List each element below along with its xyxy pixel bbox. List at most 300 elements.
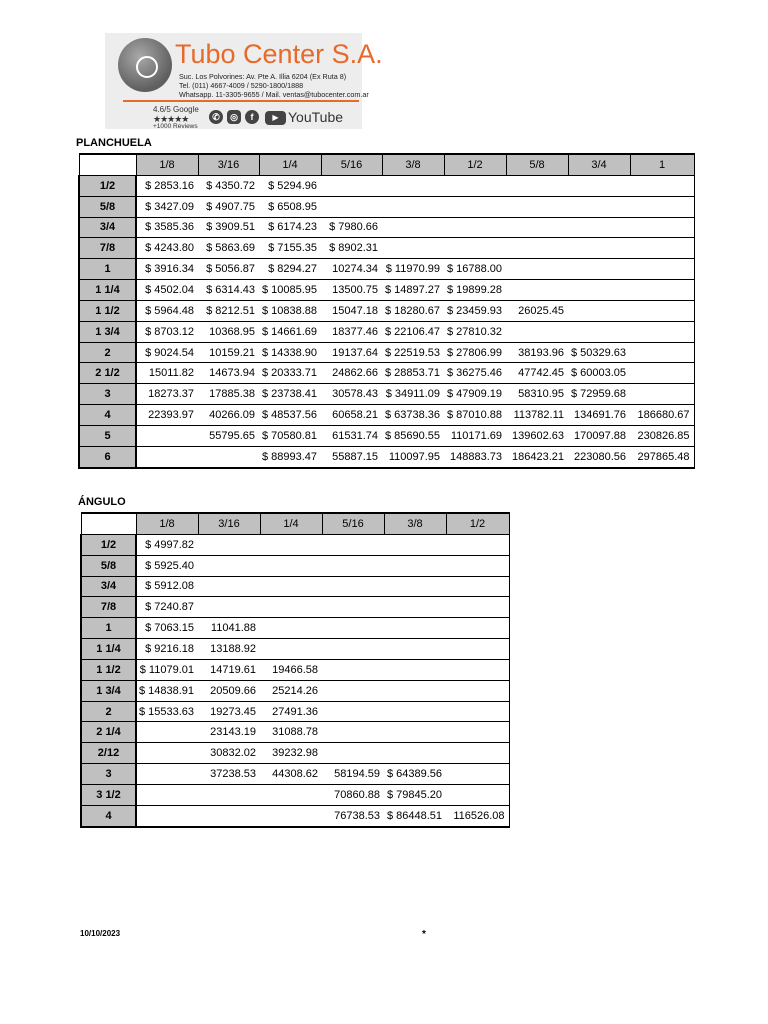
price-cell: $ 15533.63 xyxy=(136,701,198,722)
table-corner-cell xyxy=(79,154,136,175)
table-row xyxy=(81,618,509,639)
price-cell: $ 3909.51 xyxy=(198,217,259,238)
row-header: 2 1/2 xyxy=(79,363,136,384)
price-cell: $ 2853.16 xyxy=(136,175,198,196)
price-cell: 18377.46 xyxy=(321,321,382,342)
row-header: 1 3/4 xyxy=(79,321,136,342)
price-cell: 37238.53 xyxy=(198,764,260,785)
review-count: +1000 Reviews xyxy=(153,123,198,130)
row-header: 1 1/2 xyxy=(81,659,136,680)
price-cell: $ 8703.12 xyxy=(136,321,198,342)
column-header: 1/2 xyxy=(446,513,509,534)
contact-text: Whatsapp. 11-3305-9655 / Mail. ventas@tubocenter.com.ar xyxy=(179,90,369,99)
price-cell: 13188.92 xyxy=(198,639,260,660)
price-cell xyxy=(198,555,260,576)
table-row xyxy=(81,555,509,576)
price-cell xyxy=(322,534,384,555)
table-row xyxy=(79,446,694,467)
price-cell: 110171.69 xyxy=(444,425,506,446)
price-cell: $ 11970.99 xyxy=(382,259,444,280)
price-cell xyxy=(322,597,384,618)
price-cell: $ 6314.43 xyxy=(198,280,259,301)
price-cell xyxy=(198,576,260,597)
table-row xyxy=(79,196,694,217)
price-cell xyxy=(630,175,694,196)
price-cell xyxy=(568,196,630,217)
price-cell: $ 8212.51 xyxy=(198,300,259,321)
price-cell xyxy=(630,363,694,384)
price-cell xyxy=(568,300,630,321)
price-cell: $ 6174.23 xyxy=(259,217,321,238)
price-cell: 18273.37 xyxy=(136,384,198,405)
table-row xyxy=(81,743,509,764)
price-cell xyxy=(630,384,694,405)
price-cell: 10274.34 xyxy=(321,259,382,280)
price-cell xyxy=(630,300,694,321)
row-header: 7/8 xyxy=(81,597,136,618)
price-cell: 116526.08 xyxy=(446,805,509,826)
price-cell xyxy=(446,784,509,805)
table-corner-cell xyxy=(81,513,136,534)
price-cell: $ 22519.53 xyxy=(382,342,444,363)
price-cell xyxy=(568,175,630,196)
column-header: 3/8 xyxy=(384,513,446,534)
table-row xyxy=(79,342,694,363)
column-header: 3/16 xyxy=(198,154,259,175)
price-cell: $ 4907.75 xyxy=(198,196,259,217)
table-row xyxy=(81,597,509,618)
price-cell: $ 5863.69 xyxy=(198,238,259,259)
price-cell xyxy=(198,805,260,826)
price-cell xyxy=(382,238,444,259)
price-cell xyxy=(446,659,509,680)
row-header: 1 3/4 xyxy=(81,680,136,701)
table-row xyxy=(81,659,509,680)
price-cell xyxy=(446,576,509,597)
price-cell: $ 3916.34 xyxy=(136,259,198,280)
price-cell xyxy=(384,701,446,722)
row-header: 2 xyxy=(79,342,136,363)
price-cell: 186423.21 xyxy=(506,446,568,467)
price-cell xyxy=(384,743,446,764)
price-cell: $ 5912.08 xyxy=(136,576,198,597)
price-cell xyxy=(446,743,509,764)
table-header-row xyxy=(81,513,509,534)
price-cell xyxy=(260,576,322,597)
price-cell xyxy=(446,534,509,555)
price-cell xyxy=(198,784,260,805)
table-row xyxy=(81,534,509,555)
price-cell: $ 23738.41 xyxy=(259,384,321,405)
price-cell xyxy=(198,534,260,555)
brand-name: Tubo Center S.A. xyxy=(175,39,383,69)
price-cell: $ 7155.35 xyxy=(259,238,321,259)
row-header: 1 1/4 xyxy=(81,639,136,660)
whatsapp-icon: ✆ xyxy=(209,110,223,124)
price-cell: 230826.85 xyxy=(630,425,694,446)
row-header: 1 xyxy=(81,618,136,639)
price-cell: $ 27806.99 xyxy=(444,342,506,363)
column-header: 1/8 xyxy=(136,154,198,175)
price-cell: $ 7980.66 xyxy=(321,217,382,238)
price-cell xyxy=(384,659,446,680)
price-cell xyxy=(382,175,444,196)
price-cell: $ 70580.81 xyxy=(259,425,321,446)
price-cell xyxy=(568,238,630,259)
price-cell: 110097.95 xyxy=(382,446,444,467)
google-rating: 4.6/5 Google xyxy=(153,105,199,114)
price-cell xyxy=(322,639,384,660)
facebook-icon: f xyxy=(245,110,259,124)
table-row xyxy=(81,701,509,722)
price-cell xyxy=(136,743,198,764)
price-cell: 40266.09 xyxy=(198,405,259,426)
price-cell: 30578.43 xyxy=(321,384,382,405)
price-cell: 148883.73 xyxy=(444,446,506,467)
price-cell: 170097.88 xyxy=(568,425,630,446)
price-cell xyxy=(568,259,630,280)
table-row xyxy=(79,384,694,405)
price-cell: $ 7063.15 xyxy=(136,618,198,639)
price-cell: $ 14338.90 xyxy=(259,342,321,363)
price-cell xyxy=(322,659,384,680)
row-header: 6 xyxy=(79,446,136,467)
price-cell: 15047.18 xyxy=(321,300,382,321)
price-cell xyxy=(568,217,630,238)
price-cell xyxy=(322,555,384,576)
price-cell: $ 3585.36 xyxy=(136,217,198,238)
price-cell: $ 87010.88 xyxy=(444,405,506,426)
row-header: 3 1/2 xyxy=(81,784,136,805)
price-cell: 223080.56 xyxy=(568,446,630,467)
price-cell: 17885.38 xyxy=(198,384,259,405)
price-cell xyxy=(506,196,568,217)
price-cell: $ 4243.80 xyxy=(136,238,198,259)
price-cell: $ 18280.67 xyxy=(382,300,444,321)
angulo-price-table xyxy=(80,512,510,828)
planchuela-price-table xyxy=(78,153,695,469)
price-cell: 76738.53 xyxy=(322,805,384,826)
price-cell xyxy=(384,680,446,701)
price-cell xyxy=(630,342,694,363)
price-cell xyxy=(630,259,694,280)
price-cell: 24862.66 xyxy=(321,363,382,384)
price-cell: $ 64389.56 xyxy=(384,764,446,785)
table-row xyxy=(81,764,509,785)
price-cell: $ 9216.18 xyxy=(136,639,198,660)
row-header: 3/4 xyxy=(79,217,136,238)
table-row xyxy=(79,405,694,426)
price-cell: 27491.36 xyxy=(260,701,322,722)
price-cell xyxy=(568,280,630,301)
price-cell xyxy=(136,722,198,743)
table-row xyxy=(79,238,694,259)
price-cell: $ 7240.87 xyxy=(136,597,198,618)
price-cell: 19137.64 xyxy=(321,342,382,363)
price-cell: 297865.48 xyxy=(630,446,694,467)
table-row xyxy=(79,217,694,238)
price-cell: 20509.66 xyxy=(198,680,260,701)
price-cell xyxy=(136,764,198,785)
price-cell: $ 63738.36 xyxy=(382,405,444,426)
price-cell xyxy=(384,639,446,660)
column-header: 1/2 xyxy=(444,154,506,175)
angulo-title: ÁNGULO xyxy=(78,496,126,508)
price-cell xyxy=(321,196,382,217)
price-cell: 22393.97 xyxy=(136,405,198,426)
column-header: 3/4 xyxy=(568,154,630,175)
price-cell xyxy=(506,259,568,280)
price-cell xyxy=(136,784,198,805)
price-cell xyxy=(630,196,694,217)
row-header: 1/2 xyxy=(81,534,136,555)
price-cell: 58310.95 xyxy=(506,384,568,405)
price-cell: 25214.26 xyxy=(260,680,322,701)
price-cell xyxy=(446,764,509,785)
logo-figure-icon xyxy=(136,56,158,78)
price-cell: 13500.75 xyxy=(321,280,382,301)
table-row xyxy=(81,805,509,826)
price-cell: 31088.78 xyxy=(260,722,322,743)
row-header: 7/8 xyxy=(79,238,136,259)
price-cell xyxy=(260,618,322,639)
table-row xyxy=(79,300,694,321)
price-cell: 14719.61 xyxy=(198,659,260,680)
price-cell xyxy=(260,805,322,826)
price-cell xyxy=(260,784,322,805)
column-header: 5/8 xyxy=(506,154,568,175)
price-cell: 47742.45 xyxy=(506,363,568,384)
row-header: 3 xyxy=(79,384,136,405)
price-cell: 26025.45 xyxy=(506,300,568,321)
price-cell: $ 14838.91 xyxy=(136,680,198,701)
price-cell: 134691.76 xyxy=(568,405,630,426)
table-row xyxy=(79,175,694,196)
price-cell xyxy=(630,217,694,238)
price-cell: $ 23459.93 xyxy=(444,300,506,321)
price-cell: 61531.74 xyxy=(321,425,382,446)
price-cell: 14673.94 xyxy=(198,363,259,384)
price-cell: $ 11079.01 xyxy=(136,659,198,680)
row-header: 5 xyxy=(79,425,136,446)
price-cell: $ 9024.54 xyxy=(136,342,198,363)
price-cell xyxy=(382,217,444,238)
price-cell: $ 27810.32 xyxy=(444,321,506,342)
row-header: 2 xyxy=(81,701,136,722)
price-cell xyxy=(384,618,446,639)
table-row xyxy=(81,680,509,701)
price-cell: $ 79845.20 xyxy=(384,784,446,805)
price-cell xyxy=(384,597,446,618)
price-cell: 19466.58 xyxy=(260,659,322,680)
price-cell: $ 4997.82 xyxy=(136,534,198,555)
price-cell xyxy=(506,321,568,342)
price-cell xyxy=(384,722,446,743)
price-cell: $ 6508.95 xyxy=(259,196,321,217)
price-cell: $ 5925.40 xyxy=(136,555,198,576)
column-header: 1/4 xyxy=(259,154,321,175)
price-cell xyxy=(384,555,446,576)
table-row xyxy=(79,425,694,446)
table-header-row xyxy=(79,154,694,175)
table-row xyxy=(81,639,509,660)
price-cell: 38193.96 xyxy=(506,342,568,363)
column-header: 3/8 xyxy=(382,154,444,175)
price-cell xyxy=(446,680,509,701)
price-cell xyxy=(506,175,568,196)
price-cell: $ 19899.28 xyxy=(444,280,506,301)
price-cell: 39232.98 xyxy=(260,743,322,764)
price-cell: 19273.45 xyxy=(198,701,260,722)
price-cell: $ 47909.19 xyxy=(444,384,506,405)
price-cell: 44308.62 xyxy=(260,764,322,785)
brand-divider xyxy=(123,100,359,102)
address-text: Suc. Los Polvorines: Av. Pte A. Illia 6204 (Ex Ruta 8) xyxy=(179,72,347,81)
price-cell xyxy=(322,722,384,743)
price-cell: $ 5056.87 xyxy=(198,259,259,280)
price-cell: 30832.02 xyxy=(198,743,260,764)
table-row xyxy=(81,722,509,743)
price-cell: 58194.59 xyxy=(322,764,384,785)
price-cell xyxy=(136,425,198,446)
price-cell xyxy=(444,196,506,217)
price-cell: 70860.88 xyxy=(322,784,384,805)
price-cell: $ 50329.63 xyxy=(568,342,630,363)
price-cell xyxy=(444,175,506,196)
price-cell: 10368.95 xyxy=(198,321,259,342)
price-cell xyxy=(568,321,630,342)
price-cell: $ 22106.47 xyxy=(382,321,444,342)
column-header: 5/16 xyxy=(321,154,382,175)
price-cell xyxy=(322,618,384,639)
price-cell xyxy=(322,576,384,597)
price-cell: $ 85690.55 xyxy=(382,425,444,446)
planchuela-title: PLANCHUELA xyxy=(76,137,152,149)
price-cell xyxy=(198,597,260,618)
price-cell: $ 4350.72 xyxy=(198,175,259,196)
price-cell: 60658.21 xyxy=(321,405,382,426)
price-cell: 186680.67 xyxy=(630,405,694,426)
price-cell: $ 16788.00 xyxy=(444,259,506,280)
table-row xyxy=(79,280,694,301)
price-cell xyxy=(506,238,568,259)
price-cell xyxy=(382,196,444,217)
price-cell xyxy=(506,217,568,238)
price-cell: $ 3427.09 xyxy=(136,196,198,217)
price-cell xyxy=(321,175,382,196)
price-cell: 55887.15 xyxy=(321,446,382,467)
price-cell xyxy=(384,534,446,555)
price-cell: $ 34911.09 xyxy=(382,384,444,405)
row-header: 4 xyxy=(79,405,136,426)
price-cell: $ 86448.51 xyxy=(384,805,446,826)
price-cell xyxy=(630,238,694,259)
price-cell: 11041.88 xyxy=(198,618,260,639)
document-date: 10/10/2023 xyxy=(80,929,121,938)
price-cell xyxy=(630,321,694,342)
price-cell xyxy=(260,597,322,618)
price-cell: $ 48537.56 xyxy=(259,405,321,426)
price-cell xyxy=(444,238,506,259)
price-cell: $ 4502.04 xyxy=(136,280,198,301)
price-cell xyxy=(260,555,322,576)
price-cell: $ 14897.27 xyxy=(382,280,444,301)
price-cell: 23143.19 xyxy=(198,722,260,743)
column-header: 1/8 xyxy=(136,513,198,534)
price-cell xyxy=(322,680,384,701)
row-header: 1 xyxy=(79,259,136,280)
price-cell xyxy=(506,280,568,301)
column-header: 3/16 xyxy=(198,513,260,534)
price-cell xyxy=(446,555,509,576)
table-row xyxy=(81,784,509,805)
price-cell: 113782.11 xyxy=(506,405,568,426)
price-cell xyxy=(136,805,198,826)
price-cell xyxy=(322,743,384,764)
table-row xyxy=(79,363,694,384)
footer-mark: * xyxy=(422,929,426,940)
company-logo-banner xyxy=(105,33,383,130)
row-header: 1/2 xyxy=(79,175,136,196)
table-row xyxy=(79,259,694,280)
price-cell: $ 72959.68 xyxy=(568,384,630,405)
price-cell: $ 8902.31 xyxy=(321,238,382,259)
price-cell: $ 8294.27 xyxy=(259,259,321,280)
row-header: 1 1/4 xyxy=(79,280,136,301)
price-cell: $ 5294.96 xyxy=(259,175,321,196)
price-cell: 10159.21 xyxy=(198,342,259,363)
price-cell: $ 10085.95 xyxy=(259,280,321,301)
row-header: 2/12 xyxy=(81,743,136,764)
row-header: 3/4 xyxy=(81,576,136,597)
price-cell xyxy=(260,534,322,555)
price-cell xyxy=(630,280,694,301)
column-header: 1 xyxy=(630,154,694,175)
price-cell: $ 88993.47 xyxy=(259,446,321,467)
price-cell: $ 10838.88 xyxy=(259,300,321,321)
youtube-icon: ▶ xyxy=(265,111,286,125)
row-header: 1 1/2 xyxy=(79,300,136,321)
price-cell xyxy=(446,618,509,639)
price-cell xyxy=(136,446,198,467)
price-cell xyxy=(446,597,509,618)
price-cell xyxy=(444,217,506,238)
price-cell: 15011.82 xyxy=(136,363,198,384)
price-cell xyxy=(198,446,259,467)
price-cell xyxy=(322,701,384,722)
price-cell: $ 14661.69 xyxy=(259,321,321,342)
row-header: 4 xyxy=(81,805,136,826)
price-cell: 139602.63 xyxy=(506,425,568,446)
price-cell: $ 28853.71 xyxy=(382,363,444,384)
price-cell xyxy=(446,639,509,660)
table-row xyxy=(81,576,509,597)
rating-stars: ★★★★★ xyxy=(153,114,189,124)
price-cell: 55795.65 xyxy=(198,425,259,446)
table-row xyxy=(79,321,694,342)
price-cell xyxy=(446,722,509,743)
row-header: 5/8 xyxy=(81,555,136,576)
row-header: 2 1/4 xyxy=(81,722,136,743)
instagram-icon: ◎ xyxy=(227,110,241,124)
phone-text: Tel. (011) 4667-4009 / 5290-1800/1888 xyxy=(179,81,304,90)
price-cell: $ 5964.48 xyxy=(136,300,198,321)
row-header: 5/8 xyxy=(79,196,136,217)
logo-emblem-icon xyxy=(118,38,172,92)
price-cell: $ 20333.71 xyxy=(259,363,321,384)
youtube-label: YouTube xyxy=(288,109,344,125)
price-cell xyxy=(446,701,509,722)
